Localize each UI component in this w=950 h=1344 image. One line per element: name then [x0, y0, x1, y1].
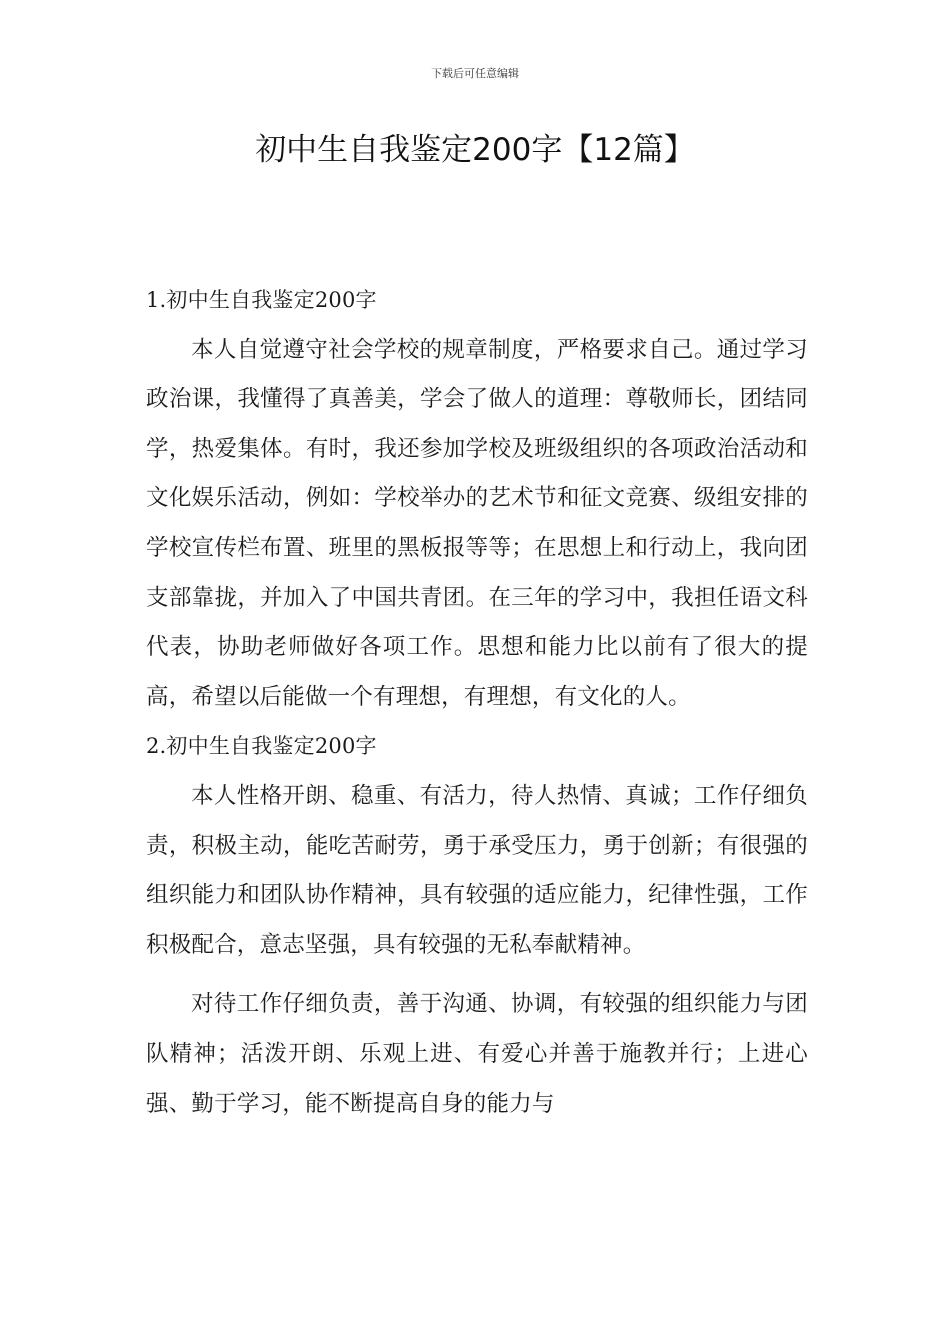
section-2-paragraph-2: 对待工作仔细负责，善于沟通、协调，有较强的组织能力与团队精神；活泼开朗、乐观上进、有爱心并善于施教并行；上进心强、勤于学习，能不断提高自身的能力与 [146, 991, 808, 1117]
section-1-paragraph-1: 本人自觉遵守社会学校的规章制度，严格要求自己。通过学习政治课，我懂得了真善美，学会了做人的道理：尊敬师长，团结同学，热爱集体。有时，我还参加学校及班级组织的各项政治活动和文化娱乐活动，例如：学校举办的艺术节和征文竞赛、级组安排的学校宣传栏布置、班里的黑板报等等；在思想上和行动上，我向团支部靠拢，并加入了中国共青团。在三年的学习中，我担任语文科代表，协助老师做好各项工作。思想和能力比以前有了很大的提高，希望以后能做一个有理想，有理想，有文化的人。 [146, 336, 808, 710]
header-note: 下载后可任意编辑 [431, 67, 519, 80]
document-body [146, 276, 808, 1129]
section-heading-2: 2.初中生自我鉴定200字 [146, 734, 377, 759]
section-heading-1: 1.初中生自我鉴定200字 [146, 288, 377, 312]
section-2-paragraph-1: 本人性格开朗、稳重、有活力，待人热情、真诚；工作仔细负责，积极主动，能吃苦耐劳，勇于承受压力，勇于创新；有很强的组织能力和团队协作精神，具有较强的适应能力，纪律性强，工作积极配合，意志坚强，具有较强的无私奉献精神。 [146, 782, 808, 958]
document-title: 初中生自我鉴定200字【12篇】 [255, 132, 695, 168]
paragraph-gap [146, 970, 808, 980]
